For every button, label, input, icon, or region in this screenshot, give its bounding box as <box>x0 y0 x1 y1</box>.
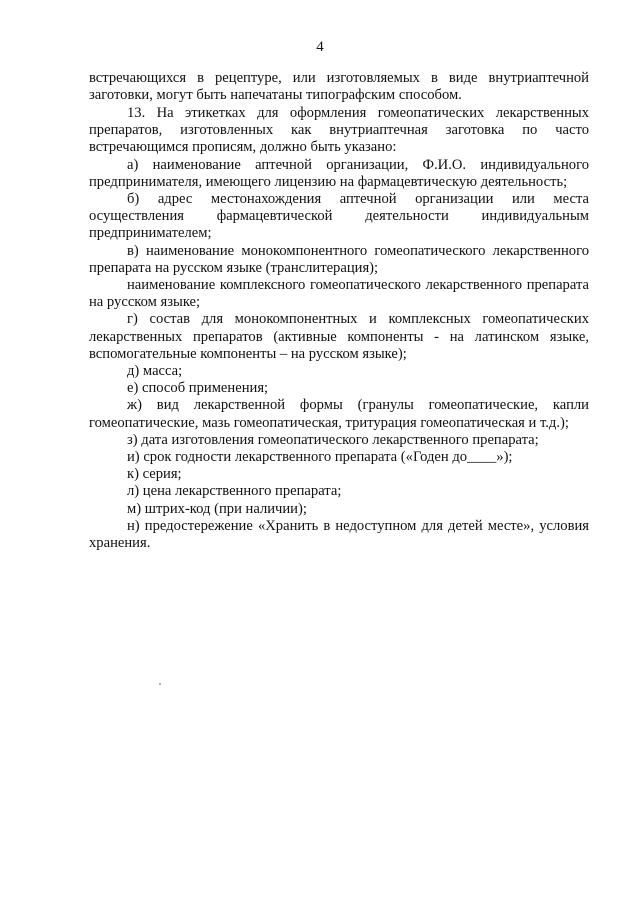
list-item-k: к) серия; <box>127 466 182 483</box>
paragraph-13: 13. На этикетках для оформления гомеопатических лекарственных препаратов, изготовленных как внутриаптечная заготовка по часто встречающимся прописям, должно быть указано: <box>89 104 589 156</box>
paragraph-continuation: встречающихся в рецептуре, или изготовляемых в виде внутриаптечной заготовки, могут быть напечатаны типографским способом. <box>89 70 589 104</box>
list-item-n: н) предостережение «Хранить в недоступном для детей месте», условия хранения. <box>89 517 589 551</box>
scan-speck <box>159 683 161 685</box>
list-item-v-mono: в) наименование монокомпонентного гомеопатического лекарственного препарата на русском языке (транслитерация); <box>89 242 589 276</box>
list-item-a: а) наименование аптечной организации, Ф.И.О. индивидуального предпринимателя, имеющего лицензию на фармацевтическую деятельность; <box>89 156 589 190</box>
document-body <box>89 70 589 552</box>
list-item-zh: ж) вид лекарственной формы (гранулы гомеопатические, капли гомеопатические, мазь гомеопатическая, тритурация гомеопатическая и т.д.); <box>89 397 589 431</box>
list-item-l: л) цена лекарственного препарата; <box>127 483 342 500</box>
list-item-m: м) штрих-код (при наличии); <box>127 500 307 517</box>
list-item-v-complex: наименование комплексного гомеопатического лекарственного препарата на русском языке; <box>89 276 589 311</box>
list-item-e: е) способ применения; <box>127 380 269 397</box>
list-item-g: г) состав для монокомпонентных и комплексных гомеопатических лекарственных препаратов (активные компоненты - на латинском языке, вспомогательные компоненты – на русском языке); <box>89 311 589 362</box>
page-number: 4 <box>316 39 324 55</box>
list-item-i: и) срок годности лекарственного препарата («Годен до____»); <box>127 448 513 465</box>
list-item-d: д) масса; <box>127 362 183 379</box>
list-item-z: з) дата изготовления гомеопатического лекарственного препарата; <box>127 431 539 448</box>
list-item-b: б) адрес местонахождения аптечной организации или места осуществления фармацевтической деятельности индивидуальным предпринимателем; <box>89 190 589 242</box>
